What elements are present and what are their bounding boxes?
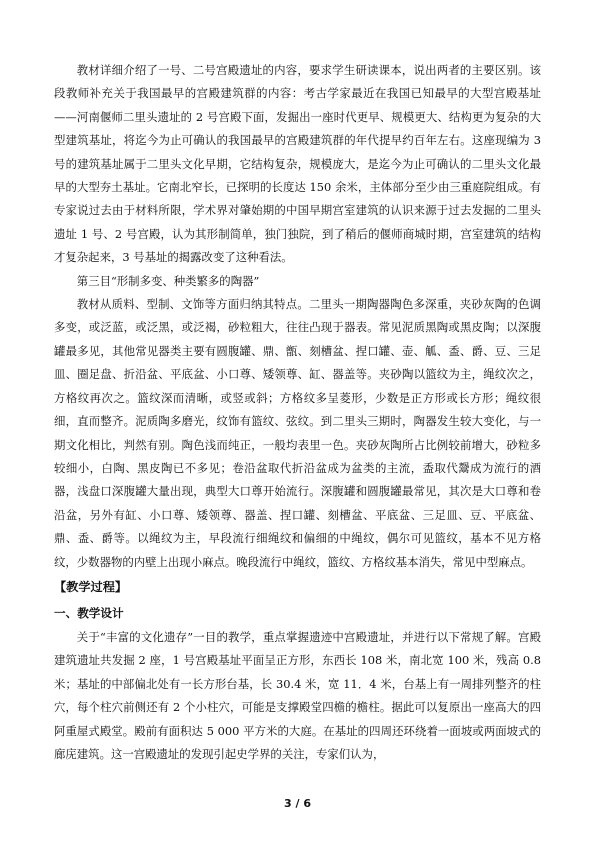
paragraph-palace-sites: 教材详细介绍了一号、二号宫殿遗址的内容，要求学生研读课本，说出两者的主要区别。该段教师补充关于我国最早的宫殿建筑群的内容：考古学家最近在我国已知最早的大型宫殿基址——河南偃师二里头遗址的 2 号宫殿下面，发掘出一座时代更早、规模更大、结构更为复杂的大型建筑基址，将迄今为止可确认的我国最早的宫殿建筑群的年代提早约百年左右。这座现编为 3 号的建筑基址属于二里头文化早期，它结构复杂，规模庞大，是迄今为止可确认的二里头文化最早的大型夯土基址。它南北窄长，已探明的长度达 150 余米，主体部分至少由三重庭院组成。有专家说过去由于材料所限，学术界对肇始期的中国早期宫室建筑的认识来源于过去发掘的二里头遗址 1 号、2 号宫殿，认为其形制简单，独门独院，到了稍后的偃师商城时期，宫室建筑的结构才复杂起来，3 号基址的揭露改变了这种看法。 <box>54 63 541 265</box>
subsection-heading-teaching-design: 一、教学设计 <box>54 605 124 620</box>
document-body <box>54 59 541 766</box>
section-heading-teaching-process: 【教学过程】 <box>54 579 128 594</box>
paragraph-cultural-remains: 关于“丰富的文化遗存”一目的教学，重点掌握遗迹中宫殿遗址，并进行以下常规了解。宫殿建筑遗址共发掘 2 座，1 号宫殿基址平面呈正方形，东西长 108 米，南北宽 100 米，残高 0.8 米；基址的中部偏北处有一长方形台基，长 30.4 米，宽 11．4 米，台基上有一周排列整齐的柱穴，每个柱穴前侧还有 2 个小柱穴，可能是支撑殿堂四檐的檐柱。据此可以复原出一座高大的四阿重屋式殿堂。殿前有面积达 5 000 平方米的大庭。在基址的四周还环绕着一面坡或两面坡式的廊庑建筑。这一宫殿遗址的发现引起史学界的关注，专家们认为， <box>54 629 541 761</box>
subtopic-title-pottery: 第三目“形制多变、种类繁多的陶器” <box>76 273 260 288</box>
page-number: 3 / 6 <box>284 797 311 810</box>
paragraph-pottery: 教材从质料、型制、文饰等方面归纳其特点。二里头一期陶器陶色多深重，夹砂灰陶的色调多变，或泛蓝，或泛黑，或泛褐，砂粒粗大，往往凸现于器表。常见泥质黑陶或黑皮陶；以深腹罐最多见，其他常见器类主要有圆腹罐、鼎、甑、刻槽盆、捏口罐、壶、觚、盉、爵、豆、三足皿、圈足盘、折沿盆、平底盆、小口尊、矮领尊、缸、器盖等。夹砂陶以篮纹为主，绳纹次之，方格纹再次之。篮纹深而清晰，或竖或斜；方格纹多呈菱形，少数是正方形或长方形；绳纹很细，直而整齐。泥质陶多磨光，纹饰有篮纹、弦纹。到二里头三期时，陶器发生较大变化，与一期文化相比，判然有别。陶色浅而纯正，一般均表里一色。夹砂灰陶所占比例较前增大，砂粒多较细小，白陶、黑皮陶已不多见；卷沿盆取代折沿盆成为盆类的主流，盉取代鬶成为流行的酒器，浅盘口深腹罐大量出现，典型大口尊开始流行。深腹罐和圆腹罐最常见，其次是大口尊和卷沿盆，另外有缸、小口尊、矮领尊、器盖、捏口罐、刻槽盆、平底盆、三足皿、豆、平底盆、鼎、盉、爵等。以绳纹为主，早段流行细绳纹和偏细的中绳纹，偶尔可见篮纹，基本不见方格纹，少数器物的内壁上出现小麻点。晚段流行中绳纹，篮纹、方格纹基本消失，常见中型麻点。 <box>54 297 541 569</box>
